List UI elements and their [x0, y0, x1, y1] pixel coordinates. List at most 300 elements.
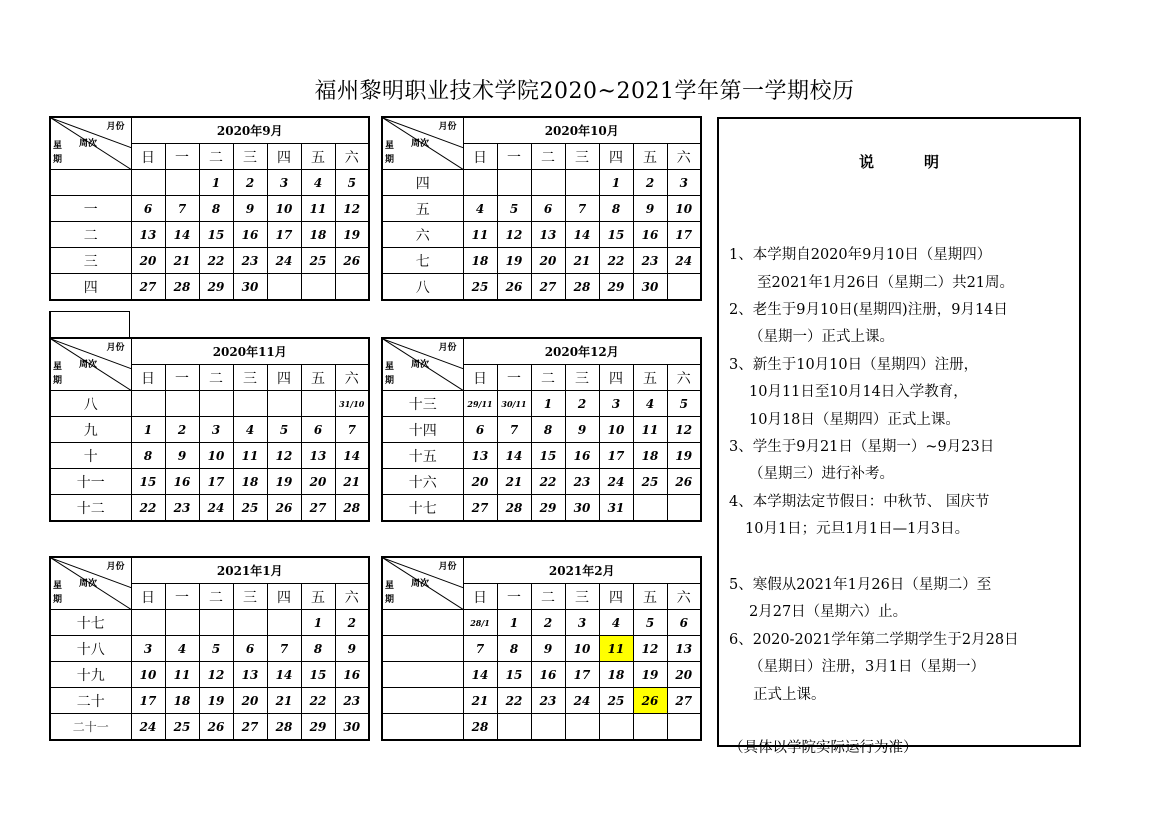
date-cell: 4	[599, 610, 633, 636]
note-line: 3、学生于9月21日（星期一）~9月23日	[729, 439, 995, 455]
weekday-header: 日	[131, 144, 165, 170]
date-cell: 23	[165, 495, 199, 522]
corner-day-label-bottom: 期	[53, 376, 63, 386]
date-cell	[301, 274, 335, 301]
date-cell: 3	[599, 391, 633, 417]
date-cell: 7	[335, 417, 369, 443]
date-cell: 7	[463, 636, 497, 662]
weekday-header: 五	[633, 365, 667, 391]
date-cell	[199, 610, 233, 636]
week-number: 八	[50, 391, 131, 417]
date-cell: 10	[565, 636, 599, 662]
date-cell: 20	[667, 662, 701, 688]
month-calendar	[49, 116, 370, 301]
date-cell: 13	[463, 443, 497, 469]
corner-month-label: 月份	[438, 562, 457, 572]
date-cell: 15	[497, 662, 531, 688]
note-line: 6、2020-2021学年第二学期学生于2月28日	[729, 632, 1019, 648]
week-row	[382, 222, 701, 248]
date-cell: 17	[565, 662, 599, 688]
corner-header	[382, 117, 463, 170]
week-row	[382, 170, 701, 196]
weekday-header: 四	[267, 144, 301, 170]
date-cell: 6	[233, 636, 267, 662]
week-number: 四	[382, 170, 463, 196]
week-number: 九	[50, 417, 131, 443]
date-cell	[199, 391, 233, 417]
weekday-header: 三	[233, 584, 267, 610]
date-cell	[497, 714, 531, 741]
date-cell: 1	[301, 610, 335, 636]
weekday-header: 日	[463, 144, 497, 170]
date-cell: 19	[667, 443, 701, 469]
date-cell: 13	[301, 443, 335, 469]
date-cell: 28	[497, 495, 531, 522]
date-cell	[267, 610, 301, 636]
month-title: 2021年2月	[463, 557, 701, 584]
date-cell: 5	[497, 196, 531, 222]
date-cell: 28	[335, 495, 369, 522]
month-title: 2021年1月	[131, 557, 369, 584]
date-cell	[335, 274, 369, 301]
week-number: 十七	[382, 495, 463, 522]
weekday-header: 五	[301, 584, 335, 610]
note-line: 2月27日（星期六）止。	[749, 604, 908, 620]
weekday-header: 二	[199, 144, 233, 170]
week-number	[382, 636, 463, 662]
week-row	[50, 610, 369, 636]
date-cell: 23	[335, 688, 369, 714]
date-cell	[667, 274, 701, 301]
date-cell: 21	[335, 469, 369, 495]
date-cell: 6	[301, 417, 335, 443]
week-row	[50, 170, 369, 196]
date-cell: 2	[233, 170, 267, 196]
date-cell: 16	[565, 443, 599, 469]
weekday-header: 三	[565, 584, 599, 610]
date-cell: 9	[531, 636, 565, 662]
note-line: 10月18日（星期四）正式上课。	[749, 412, 960, 428]
week-row	[382, 417, 701, 443]
date-cell: 18	[633, 443, 667, 469]
date-cell: 6	[463, 417, 497, 443]
weekday-header: 一	[497, 365, 531, 391]
note-line: （星期三）进行补考。	[749, 466, 894, 482]
date-cell: 3	[131, 636, 165, 662]
week-row	[50, 714, 369, 741]
date-cell: 15	[531, 443, 565, 469]
corner-day-label-bottom: 期	[385, 376, 395, 386]
date-cell: 5	[633, 610, 667, 636]
week-number: 十九	[50, 662, 131, 688]
date-cell: 15	[131, 469, 165, 495]
date-cell: 20	[131, 248, 165, 274]
date-cell: 28	[463, 714, 497, 741]
date-cell: 30	[233, 274, 267, 301]
date-cell: 18	[301, 222, 335, 248]
week-row	[382, 248, 701, 274]
note-line: 1、本学期自2020年9月10日（星期四）	[729, 247, 992, 263]
date-cell: 10	[131, 662, 165, 688]
date-cell: 22	[131, 495, 165, 522]
date-cell: 11	[165, 662, 199, 688]
date-cell	[233, 391, 267, 417]
month-calendar	[49, 556, 370, 741]
notes-panel	[717, 117, 1081, 756]
weekday-header: 四	[599, 365, 633, 391]
date-cell: 1	[599, 170, 633, 196]
note-line: 10月1日；元旦1月1日—1月3日。	[745, 521, 970, 537]
week-number: 十二	[50, 495, 131, 522]
corner-day-label-bottom: 期	[385, 155, 395, 165]
date-cell: 24	[667, 248, 701, 274]
weekday-header: 一	[165, 584, 199, 610]
weekday-header: 五	[633, 144, 667, 170]
week-number: 二十	[50, 688, 131, 714]
date-cell: 2	[633, 170, 667, 196]
date-cell: 2	[335, 610, 369, 636]
date-cell: 25	[301, 248, 335, 274]
date-cell: 1	[199, 170, 233, 196]
date-cell: 1	[497, 610, 531, 636]
date-cell: 16	[233, 222, 267, 248]
week-number: 十六	[382, 469, 463, 495]
date-cell	[131, 610, 165, 636]
date-cell: 16	[633, 222, 667, 248]
date-cell: 4	[633, 391, 667, 417]
date-cell: 8	[301, 636, 335, 662]
weekday-header: 二	[199, 365, 233, 391]
date-cell: 21	[463, 688, 497, 714]
date-cell: 29	[599, 274, 633, 301]
week-row	[382, 274, 701, 301]
date-cell: 27	[131, 274, 165, 301]
date-cell: 11	[463, 222, 497, 248]
weekday-header: 一	[165, 365, 199, 391]
date-cell	[599, 714, 633, 741]
date-cell: 8	[531, 417, 565, 443]
date-cell: 8	[497, 636, 531, 662]
date-cell: 30	[633, 274, 667, 301]
date-cell	[565, 714, 599, 741]
date-cell: 27	[233, 714, 267, 741]
week-number: 十三	[382, 391, 463, 417]
week-row	[50, 636, 369, 662]
corner-header	[382, 338, 463, 391]
date-cell: 26	[267, 495, 301, 522]
weekday-header: 三	[565, 144, 599, 170]
date-cell: 26	[335, 248, 369, 274]
date-cell: 7	[565, 196, 599, 222]
weekday-header: 日	[131, 365, 165, 391]
month-calendar	[381, 337, 702, 522]
date-cell: 20	[233, 688, 267, 714]
weekday-header: 六	[335, 365, 369, 391]
date-cell: 21	[565, 248, 599, 274]
weekday-header: 四	[267, 584, 301, 610]
month-calendar	[49, 337, 370, 522]
weekday-header: 一	[165, 144, 199, 170]
date-cell: 11	[633, 417, 667, 443]
week-number: 二十一	[50, 714, 131, 741]
week-row	[50, 443, 369, 469]
date-cell: 23	[531, 688, 565, 714]
weekday-header: 二	[531, 584, 565, 610]
date-cell: 11	[233, 443, 267, 469]
date-cell: 5	[199, 636, 233, 662]
corner-day-label-top: 星	[385, 581, 395, 591]
week-row	[382, 662, 701, 688]
date-cell: 8	[131, 443, 165, 469]
date-cell: 15	[599, 222, 633, 248]
date-cell: 24	[565, 688, 599, 714]
date-cell: 9	[165, 443, 199, 469]
corner-day-label-top: 星	[53, 362, 63, 372]
week-row	[50, 662, 369, 688]
weekday-header: 六	[335, 584, 369, 610]
date-cell	[233, 610, 267, 636]
date-cell: 27	[463, 495, 497, 522]
date-cell	[301, 391, 335, 417]
date-cell: 28	[565, 274, 599, 301]
month-title: 2020年12月	[463, 338, 701, 365]
date-cell: 19	[267, 469, 301, 495]
week-number	[50, 170, 131, 196]
date-cell: 17	[667, 222, 701, 248]
date-cell: 12	[633, 636, 667, 662]
highlighted-date-cell: 11	[599, 636, 633, 662]
week-number: 五	[382, 196, 463, 222]
date-cell: 10	[599, 417, 633, 443]
date-cell: 12	[667, 417, 701, 443]
weekday-header: 二	[531, 144, 565, 170]
week-number: 二	[50, 222, 131, 248]
weekday-header: 六	[667, 365, 701, 391]
week-row	[50, 417, 369, 443]
week-row	[382, 610, 701, 636]
date-cell: 12	[335, 196, 369, 222]
corner-day-label-top: 星	[53, 141, 63, 151]
date-cell: 25	[165, 714, 199, 741]
weekday-header: 一	[497, 144, 531, 170]
date-cell: 23	[633, 248, 667, 274]
date-cell: 12	[497, 222, 531, 248]
date-cell: 18	[233, 469, 267, 495]
corner-week-label: 周次	[411, 360, 430, 370]
date-cell: 12	[267, 443, 301, 469]
date-cell	[165, 391, 199, 417]
date-cell: 30/11	[497, 391, 531, 417]
weekday-header: 三	[565, 365, 599, 391]
date-cell: 13	[531, 222, 565, 248]
corner-week-label: 周次	[79, 579, 98, 589]
date-cell: 29	[301, 714, 335, 741]
date-cell	[531, 170, 565, 196]
date-cell: 21	[497, 469, 531, 495]
week-row	[50, 274, 369, 301]
week-number: 三	[50, 248, 131, 274]
week-number: 十	[50, 443, 131, 469]
note-line: （星期日）注册，3月1日（星期一）	[749, 659, 985, 675]
weekday-header: 六	[667, 144, 701, 170]
date-cell	[463, 170, 497, 196]
date-cell: 18	[599, 662, 633, 688]
month-calendar	[381, 116, 702, 301]
date-cell: 2	[531, 610, 565, 636]
date-cell: 29	[531, 495, 565, 522]
month-title: 2020年11月	[131, 338, 369, 365]
date-cell: 2	[565, 391, 599, 417]
weekday-header: 五	[301, 365, 335, 391]
date-cell: 26	[199, 714, 233, 741]
week-number: 六	[382, 222, 463, 248]
notes-title: 说明	[858, 153, 989, 171]
date-cell: 7	[267, 636, 301, 662]
corner-day-label-top: 星	[385, 141, 395, 151]
week-number: 八	[382, 274, 463, 301]
date-cell	[531, 714, 565, 741]
note-line: 2、老生于9月10日(星期四)注册，9月14日	[729, 302, 1008, 318]
weekday-header: 一	[497, 584, 531, 610]
date-cell: 14	[267, 662, 301, 688]
note-line: （具体以学院实际运行为准）	[729, 740, 918, 756]
date-cell	[633, 714, 667, 741]
note-line: 4、本学期法定节假日：中秋节、 国庆节	[729, 494, 990, 510]
date-cell: 25	[463, 274, 497, 301]
corner-week-label: 周次	[411, 579, 430, 589]
date-cell: 10	[667, 196, 701, 222]
date-cell: 20	[531, 248, 565, 274]
date-cell: 27	[667, 688, 701, 714]
date-cell: 23	[565, 469, 599, 495]
date-cell	[565, 170, 599, 196]
date-cell: 22	[531, 469, 565, 495]
date-cell: 9	[565, 417, 599, 443]
weekday-header: 日	[131, 584, 165, 610]
corner-day-label-bottom: 期	[53, 155, 63, 165]
date-cell: 30	[565, 495, 599, 522]
date-cell: 16	[531, 662, 565, 688]
note-line: 正式上课。	[753, 687, 826, 703]
weekday-header: 日	[463, 365, 497, 391]
date-cell: 17	[199, 469, 233, 495]
date-cell: 9	[633, 196, 667, 222]
corner-day-label-bottom: 期	[385, 595, 395, 605]
date-cell: 1	[131, 417, 165, 443]
month-title: 2020年10月	[463, 117, 701, 144]
date-cell: 14	[335, 443, 369, 469]
date-cell: 27	[301, 495, 335, 522]
week-number: 四	[50, 274, 131, 301]
weekday-header: 二	[531, 365, 565, 391]
date-cell: 29	[199, 274, 233, 301]
weekday-header: 三	[233, 144, 267, 170]
date-cell: 7	[165, 196, 199, 222]
page-title: 福州黎明职业技术学院2020~2021学年第一学期校历	[314, 79, 855, 104]
month-title: 2020年9月	[131, 117, 369, 144]
week-number	[382, 714, 463, 741]
week-row	[382, 636, 701, 662]
highlighted-date-cell: 26	[633, 688, 667, 714]
month-calendar	[381, 556, 702, 741]
corner-header	[50, 338, 131, 391]
date-cell	[667, 495, 701, 522]
week-number: 十八	[50, 636, 131, 662]
date-cell	[165, 610, 199, 636]
date-cell: 17	[599, 443, 633, 469]
date-cell: 15	[301, 662, 335, 688]
date-cell: 18	[165, 688, 199, 714]
date-cell: 8	[599, 196, 633, 222]
date-cell: 22	[301, 688, 335, 714]
week-row	[50, 469, 369, 495]
week-row	[382, 495, 701, 522]
date-cell: 19	[497, 248, 531, 274]
date-cell: 6	[531, 196, 565, 222]
corner-week-label: 周次	[411, 139, 430, 149]
date-cell: 14	[463, 662, 497, 688]
date-cell: 5	[267, 417, 301, 443]
note-line: （星期一）正式上课。	[749, 329, 894, 345]
date-cell: 21	[165, 248, 199, 274]
week-row	[382, 443, 701, 469]
date-cell: 31	[599, 495, 633, 522]
week-row	[382, 391, 701, 417]
date-cell: 11	[301, 196, 335, 222]
week-number: 十七	[50, 610, 131, 636]
corner-week-label: 周次	[79, 360, 98, 370]
date-cell: 9	[233, 196, 267, 222]
date-cell: 3	[565, 610, 599, 636]
date-cell: 1	[531, 391, 565, 417]
week-number: 一	[50, 196, 131, 222]
week-number	[382, 610, 463, 636]
corner-header	[382, 557, 463, 610]
weekday-header: 四	[599, 584, 633, 610]
date-cell: 24	[199, 495, 233, 522]
weekday-header: 日	[463, 584, 497, 610]
date-cell: 21	[267, 688, 301, 714]
date-cell: 12	[199, 662, 233, 688]
date-cell: 13	[667, 636, 701, 662]
date-cell	[131, 170, 165, 196]
date-cell: 13	[131, 222, 165, 248]
date-cell: 8	[199, 196, 233, 222]
date-cell	[165, 170, 199, 196]
weekday-header: 三	[233, 365, 267, 391]
week-row	[382, 688, 701, 714]
date-cell: 28	[165, 274, 199, 301]
week-row	[50, 248, 369, 274]
week-number: 十四	[382, 417, 463, 443]
date-cell: 17	[267, 222, 301, 248]
date-cell: 17	[131, 688, 165, 714]
date-cell: 10	[267, 196, 301, 222]
date-cell: 19	[335, 222, 369, 248]
weekday-header: 五	[301, 144, 335, 170]
date-cell: 6	[667, 610, 701, 636]
date-cell: 24	[131, 714, 165, 741]
date-cell: 4	[165, 636, 199, 662]
week-number	[382, 688, 463, 714]
date-cell: 15	[199, 222, 233, 248]
corner-header	[50, 117, 131, 170]
date-cell	[267, 274, 301, 301]
date-cell: 9	[335, 636, 369, 662]
corner-month-label: 月份	[438, 343, 457, 353]
date-cell: 20	[301, 469, 335, 495]
date-cell	[667, 714, 701, 741]
